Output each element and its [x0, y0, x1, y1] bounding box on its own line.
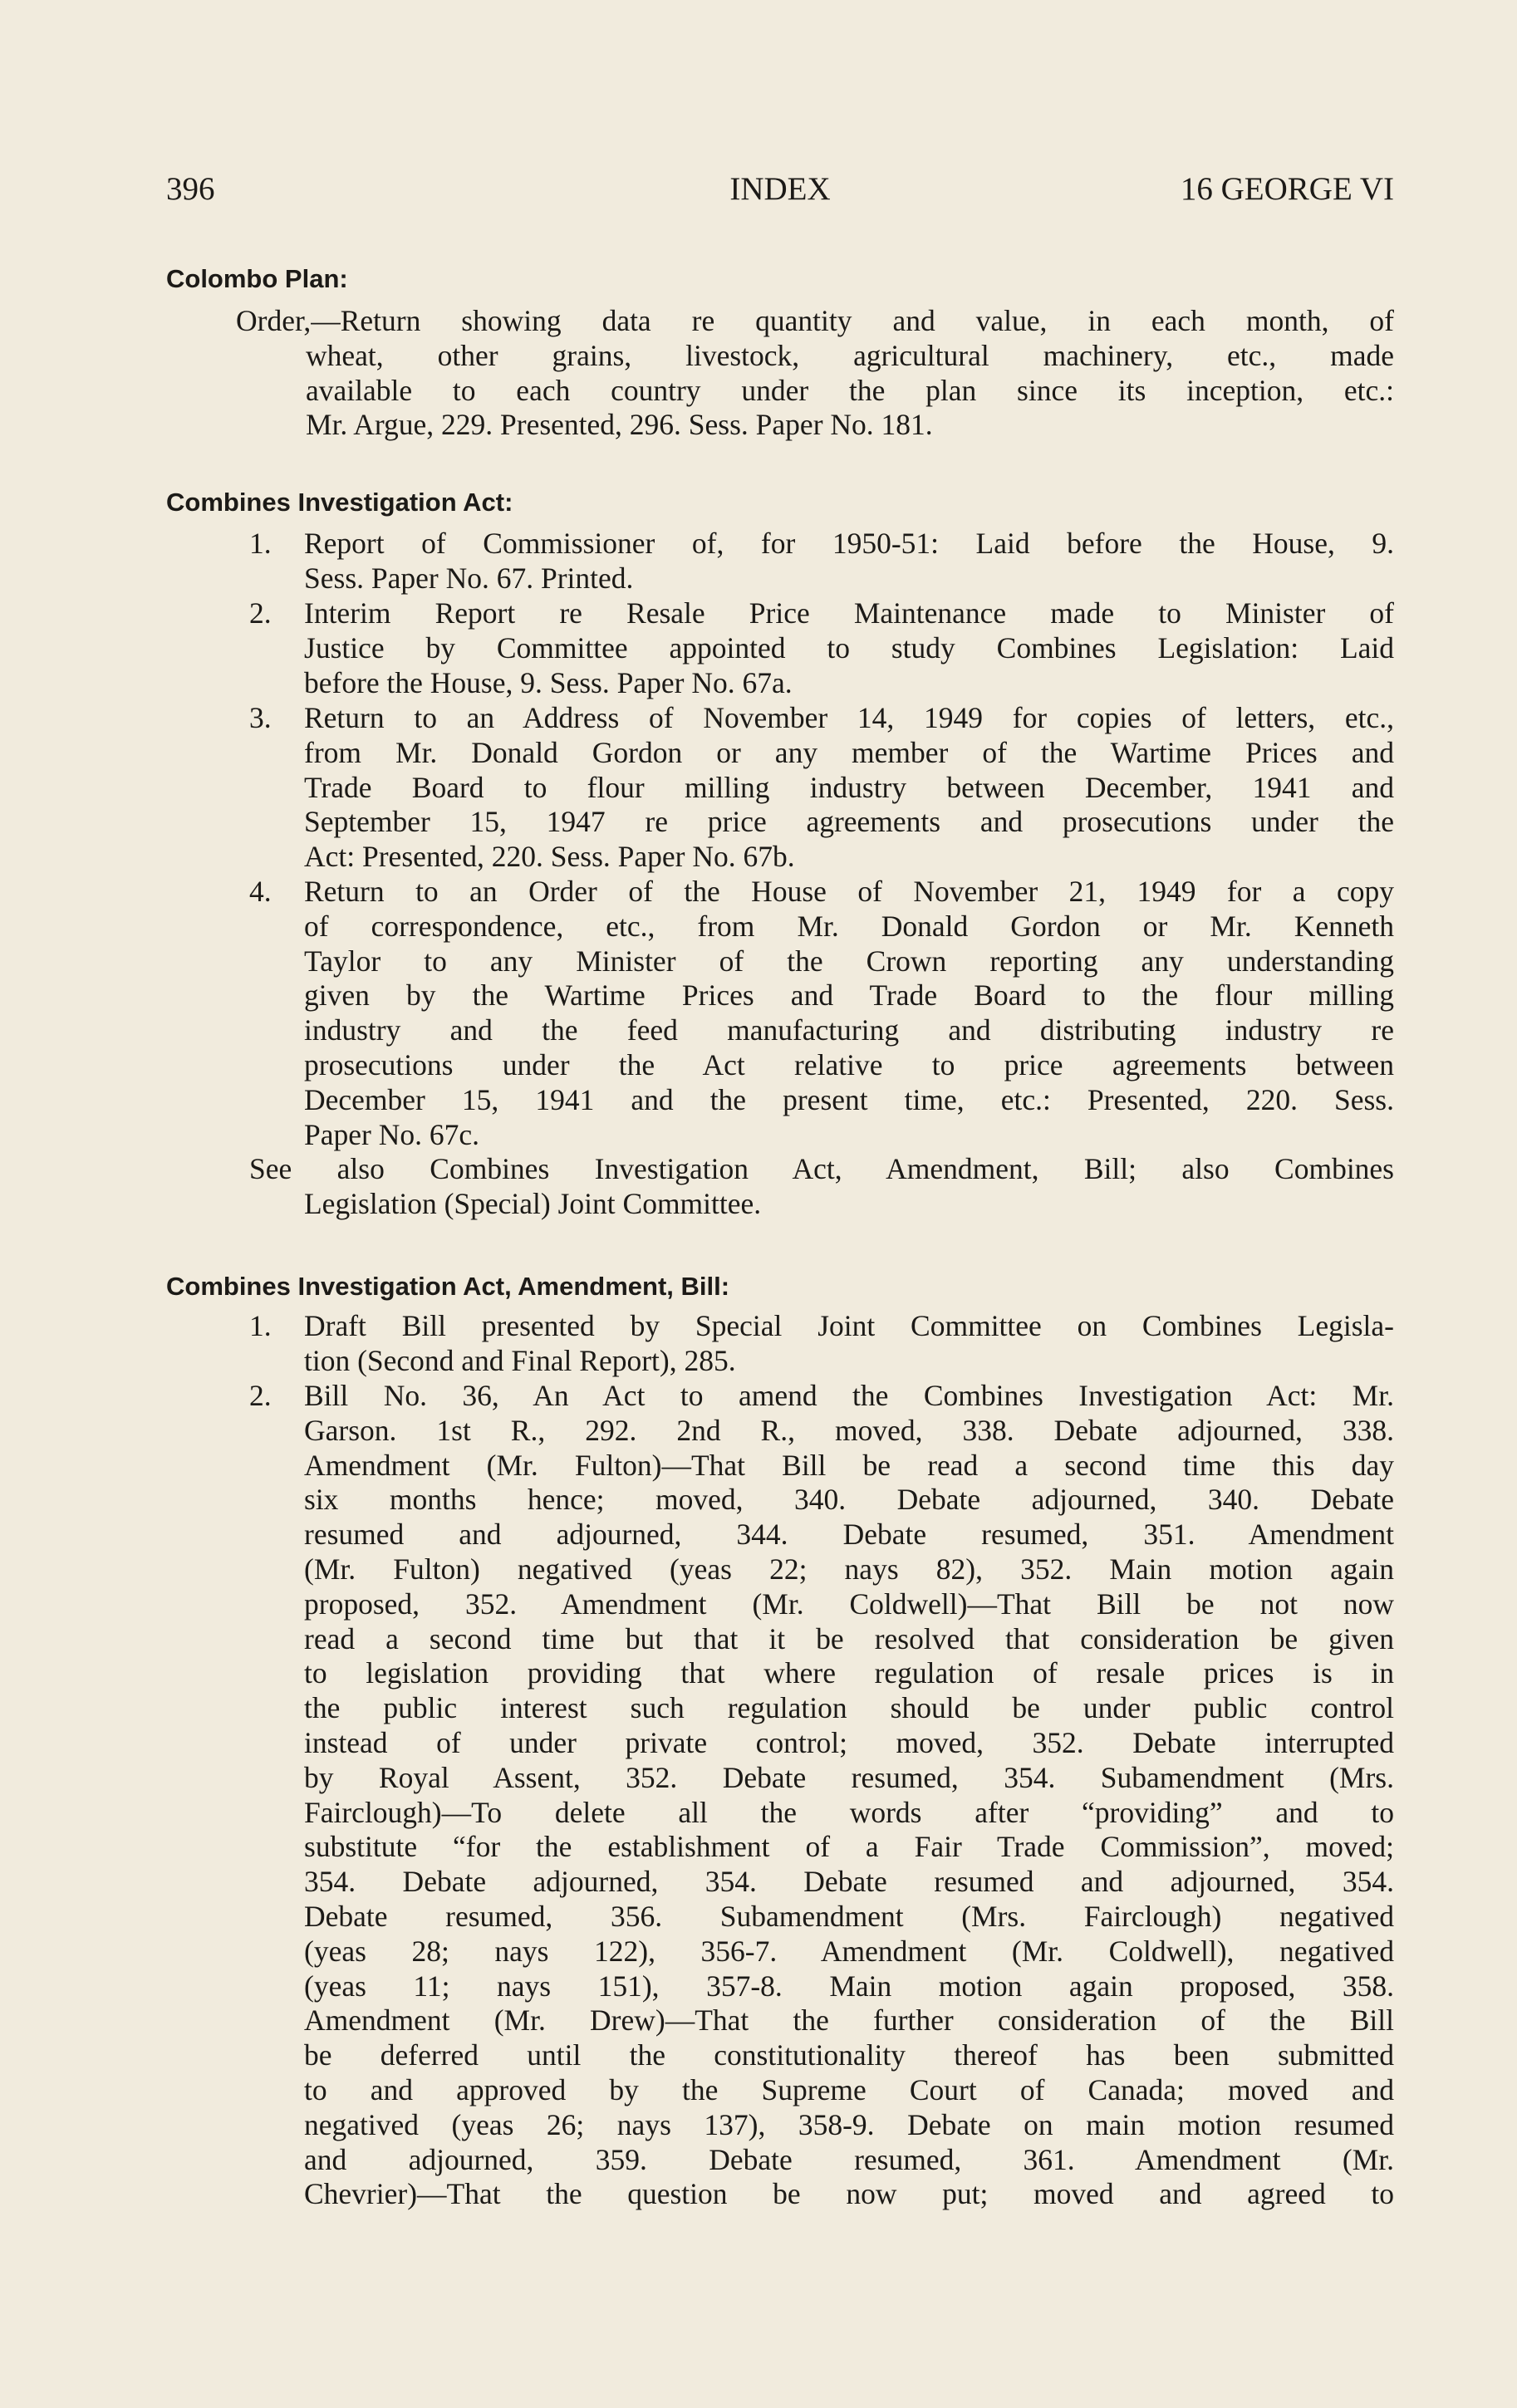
entry-line: Return to an Address of November 14, 1949 for copies of letters, etc.,: [304, 701, 1394, 734]
entry-line: September 15, 1947 re price agreements and prosecutions under the: [304, 805, 1394, 839]
see-also-note: [249, 1152, 1394, 1222]
list-item: [304, 701, 1394, 875]
entry-line: Draft Bill presented by Special Joint Committee on Combines Legisla-: [304, 1309, 1394, 1342]
entry-line: 354. Debate adjourned, 354. Debate resumed and adjourned, 354.: [304, 1865, 1394, 1899]
entry-line: by Royal Assent, 352. Debate resumed, 354. Subamendment (Mrs.: [304, 1760, 1394, 1794]
section-heading-combines-investigation-act: Combines Investigation Act:: [166, 488, 513, 517]
section-heading-colombo-plan: Colombo Plan:: [166, 264, 348, 293]
see-also-line: See also Combines Investigation Act, Amendment, Bill; also Combines: [249, 1152, 1394, 1185]
entry-line: proposed, 352. Amendment (Mr. Coldwell)—That Bill be not now: [304, 1587, 1394, 1621]
entry-line: Amendment (Mr. Fulton)—That Bill be read a second time this day: [304, 1448, 1394, 1482]
entry-line: Return to an Order of the House of November 21, 1949 for a copy: [304, 875, 1394, 908]
entry-line: Fairclough)—To delete all the words after “providing” and to: [304, 1795, 1394, 1829]
entry-line: and adjourned, 359. Debate resumed, 361. Amendment (Mr.: [304, 2142, 1394, 2176]
item-number: 2.: [249, 1379, 272, 1412]
entry-line: of correspondence, etc., from Mr. Donald Gordon or Mr. Kenneth: [304, 909, 1394, 943]
entry-line: Debate resumed, 356. Subamendment (Mrs. Fairclough) negatived: [304, 1899, 1394, 1933]
list-item: [304, 527, 1394, 596]
entry-line: Report of Commissioner of, for 1950-51: Laid before the House, 9.: [304, 527, 1394, 560]
entry-line: prosecutions under the Act relative to price agreements between: [304, 1047, 1394, 1081]
colombo-plan-entry: [236, 304, 1394, 443]
entry-line: Act: Presented, 220. Sess. Paper No. 67b.: [304, 840, 795, 874]
entry-line: to and approved by the Supreme Court of Canada; moved and: [304, 2072, 1394, 2106]
item-number: 2.: [249, 596, 272, 630]
entry-line: before the House, 9. Sess. Paper No. 67a.: [304, 665, 793, 699]
entry-line: Order,—Return showing data re quantity and value, in each month, of: [236, 304, 1394, 337]
entry-line: Trade Board to flour milling industry between December, 1941 and: [304, 770, 1394, 804]
section-heading-combines-amendment-bill: Combines Investigation Act, Amendment, Bill:: [166, 1272, 730, 1301]
list-item: [304, 875, 1394, 1152]
entry-line: Amendment (Mr. Drew)—That the further consideration of the Bill: [304, 2003, 1394, 2038]
entry-line: Garson. 1st R., 292. 2nd R., moved, 338. Debate adjourned, 338.: [304, 1413, 1394, 1447]
entry-line: (yeas 11; nays 151), 357-8. Main motion again proposed, 358.: [304, 1969, 1394, 2003]
entry-line: Justice by Committee appointed to study Combines Legislation: Laid: [304, 630, 1394, 665]
entry-line: to legislation providing that where regulation of resale prices is in: [304, 1656, 1394, 1690]
list-item: [304, 596, 1394, 700]
entry-line: wheat, other grains, livestock, agricultural machinery, etc., made: [306, 338, 1394, 372]
item-number: 4.: [249, 875, 272, 908]
entry-line: December 15, 1941 and the present time, etc.: Presented, 220. Sess.: [304, 1082, 1394, 1116]
list-item: [304, 1309, 1394, 1379]
item-number: 1.: [249, 527, 272, 560]
entry-line: given by the Wartime Prices and Trade Board to the flour milling: [304, 978, 1394, 1013]
entry-line: Mr. Argue, 229. Presented, 296. Sess. Paper No. 181.: [306, 408, 933, 442]
entry-line: resumed and adjourned, 344. Debate resumed, 351. Amendment: [304, 1518, 1394, 1552]
entry-line: substitute “for the establishment of a Fair Trade Commission”, moved;: [304, 1830, 1394, 1864]
page-title: INDEX: [729, 171, 831, 207]
entry-line: Chevrier)—That the question be now put; moved and agreed to: [304, 2177, 1394, 2211]
entry-line: from Mr. Donald Gordon or any member of the Wartime Prices and: [304, 735, 1394, 769]
entry-line: the public interest such regulation should be under public control: [304, 1691, 1394, 1725]
entry-line: (yeas 28; nays 122), 356-7. Amendment (Mr. Coldwell), negatived: [304, 1934, 1394, 1968]
entry-line: be deferred until the constitutionality thereof has been submitted: [304, 2038, 1394, 2072]
entry-line: industry and the feed manufacturing and distributing industry re: [304, 1013, 1394, 1047]
entry-line: (Mr. Fulton) negatived (yeas 22; nays 82), 352. Main motion again: [304, 1552, 1394, 1586]
entry-line: tion (Second and Final Report), 285.: [304, 1343, 736, 1377]
entry-line: negatived (yeas 26; nays 137), 358-9. Debate on main motion resumed: [304, 2107, 1394, 2141]
entry-line: six months hence; moved, 340. Debate adjourned, 340. Debate: [304, 1483, 1394, 1517]
entry-line: instead of under private control; moved, 352. Debate interrupted: [304, 1725, 1394, 1759]
reign-label: 16 GEORGE VI: [1180, 171, 1394, 207]
page-number: 396: [166, 171, 215, 207]
entry-line: Paper No. 67c.: [304, 1117, 479, 1151]
running-header: [166, 170, 1394, 212]
see-also-line: Legislation (Special) Joint Committee.: [304, 1186, 762, 1220]
entry-line: read a second time but that it be resolved that consideration be given: [304, 1621, 1394, 1655]
entry-line: Sess. Paper No. 67. Printed.: [304, 561, 634, 595]
entry-line: Bill No. 36, An Act to amend the Combines Investigation Act: Mr.: [304, 1379, 1394, 1412]
entry-line: Taylor to any Minister of the Crown reporting any understanding: [304, 944, 1394, 978]
entry-line: available to each country under the plan since its inception, etc.:: [306, 373, 1394, 407]
item-number: 1.: [249, 1309, 272, 1342]
entry-line: Interim Report re Resale Price Maintenance made to Minister of: [304, 596, 1394, 630]
item-number: 3.: [249, 701, 272, 734]
list-item: [304, 1379, 1394, 2212]
